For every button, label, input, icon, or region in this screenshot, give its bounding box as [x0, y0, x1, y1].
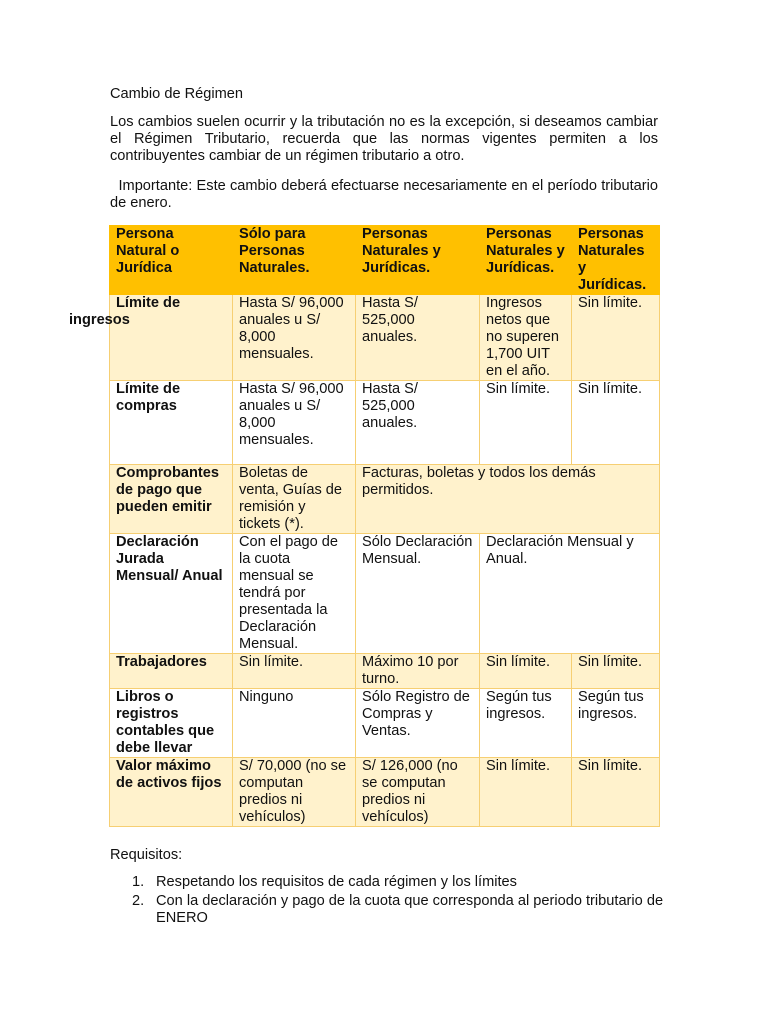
row-label-trabajadores: Trabajadores — [110, 654, 233, 689]
row-label-limite-ingresos — [69, 295, 233, 381]
header-cell: Persona Natural o Jurídica — [110, 226, 233, 295]
table-cell: Sólo Registro de Compras y Ventas. — [356, 689, 480, 758]
table-header-row — [110, 226, 660, 295]
important-text: Importante: Este cambio deberá efectuarse necesariamente en el período tributario de enero. — [110, 178, 658, 211]
table-cell: Sin límite. — [233, 654, 356, 689]
table-row — [110, 465, 660, 534]
table-cell: S/ 126,000 (no se computan predios ni vehículos) — [356, 758, 480, 827]
list-number: 2. — [132, 893, 145, 909]
table-cell: Boletas de venta, Guías de remisión y tickets (*). — [233, 465, 356, 534]
table-cell: Sin límite. — [480, 654, 572, 689]
row-label-declaracion: Declaración Jurada Mensual/ Anual — [110, 534, 233, 654]
header-cell: Personas Naturales y Jurídicas. — [480, 226, 572, 295]
header-cell: Personas Naturales y Jurídicas. — [356, 226, 480, 295]
table-cell: Según tus ingresos. — [572, 689, 660, 758]
table-row — [110, 654, 660, 689]
table-row — [110, 295, 660, 381]
header-cell: Personas Naturales y Jurídicas. — [572, 226, 660, 295]
table-row — [110, 758, 660, 827]
table-cell: Sin límite. — [572, 654, 660, 689]
document-title: Cambio de Régimen — [110, 86, 244, 102]
list-item-text: Respetando los requisitos de cada régimen y los límites — [156, 874, 517, 890]
important-paragraph — [110, 178, 658, 212]
table-cell: Máximo 10 por turno. — [356, 654, 480, 689]
table-row — [110, 534, 660, 654]
table-cell: Hasta S/ 525,000 anuales. — [356, 381, 480, 465]
row-label-limite-compras: Límite de compras — [110, 381, 233, 465]
table-cell: Facturas, boletas y todos los demás permitidos. — [356, 465, 660, 534]
requisitos-title: Requisitos: — [110, 847, 183, 863]
table-cell: Hasta S/ 96,000 anuales u S/ 8,000 mensuales. — [233, 381, 356, 465]
table-cell: S/ 70,000 (no se computan predios ni vehículos) — [233, 758, 356, 827]
table-row — [110, 381, 660, 465]
regime-comparison-table — [69, 225, 660, 827]
table-cell: Según tus ingresos. — [480, 689, 572, 758]
table-cell: Sin límite. — [572, 381, 660, 465]
table-cell: Ninguno — [233, 689, 356, 758]
table-cell: Declaración Mensual y Anual. — [480, 534, 660, 654]
table-cell: Sólo Declaración Mensual. — [356, 534, 480, 654]
table-cell: Hasta S/ 96,000 anuales u S/ 8,000 mensuales. — [233, 295, 356, 381]
table-cell: Hasta S/ 525,000 anuales. — [356, 295, 480, 381]
table-cell: Sin límite. — [480, 381, 572, 465]
requisitos-list — [110, 874, 676, 929]
list-item — [132, 893, 676, 927]
list-number: 1. — [132, 874, 145, 890]
table-cell: Sin límite. — [480, 758, 572, 827]
row-label-activos: Valor máximo de activos fijos — [110, 758, 233, 827]
list-item-text: Con la declaración y pago de la cuota que corresponda al periodo tributario de ENERO — [156, 893, 664, 926]
intro-paragraph: Los cambios suelen ocurrir y la tributación no es la excepción, si deseamos cambiar el Régimen Tributario, recuerda que las normas vigentes permiten a los contribuyentes cambiar de un régimen tributario a otro. — [110, 114, 658, 164]
header-cell: Sólo para Personas Naturales. — [233, 226, 356, 295]
row-label-comprobantes: Comprobantes de pago que pueden emitir — [110, 465, 233, 534]
table-row — [110, 689, 660, 758]
row-label-libros: Libros o registros contables que debe llevar — [110, 689, 233, 758]
row-label-part: Límite de — [116, 295, 181, 311]
table-cell: Sin límite. — [572, 295, 660, 381]
table-cell: Con el pago de la cuota mensual se tendrá por presentada la Declaración Mensual. — [233, 534, 356, 654]
table-cell: Ingresos netos que no superen 1,700 UIT en el año. — [480, 295, 572, 381]
row-label-part: ingresos — [69, 312, 130, 328]
table-cell: Sin límite. — [572, 758, 660, 827]
list-item — [132, 874, 676, 891]
